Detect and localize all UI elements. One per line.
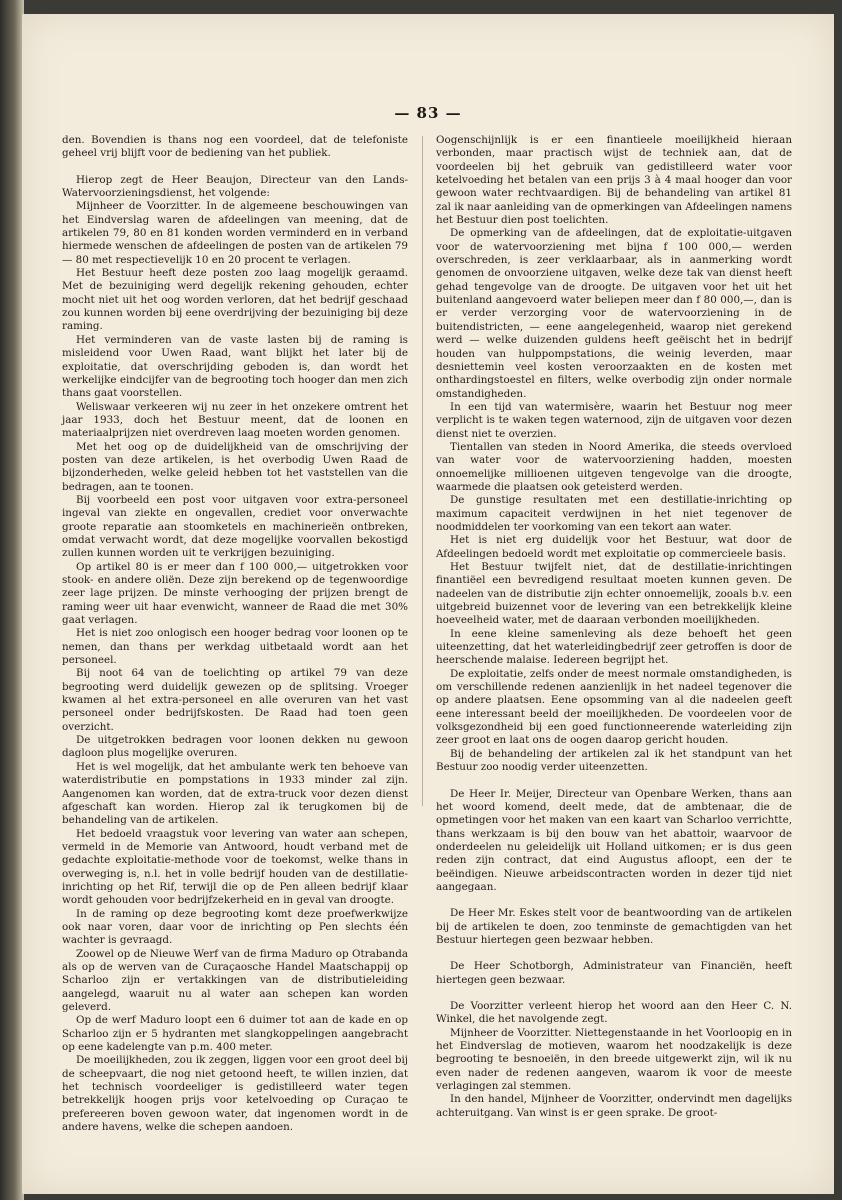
paragraph: De moeilijkheden, zou ik zeggen, liggen voor een groot deel bij de scheepvaart, die nog niet getoond heeft, te willen inzien, dat het technisch voordeeliger is gedistilleerd water tegen betrekkelijk hoogen prijs voor ketelvoeding op Curaçao te prefereeren boven gewoon water, dat ingenomen wordt in de andere havens, welke die schepen aandoen. — [62, 1054, 408, 1134]
paragraph: Op de werf Maduro loopt een 6 duimer tot aan de kade en op Scharloo zijn er 5 hydranten met slangkoppelingen aangebracht op eene kadelengte van p.m. 400 meter. — [62, 1014, 408, 1054]
paragraph: De exploitatie, zelfs onder de meest normale omstandigheden, is om verschillende redenen aanzienlijk in het nadeel tegenover die op andere plaatsen. Eene opsomming van al die nadeelen geeft eene interessant beeld der moeilijkheden. De voordeelen voor de volksgezondheid bij een goed functionneerende waterleiding zijn zeer groot en laat ons de oogen daarop gericht houden. — [436, 667, 792, 747]
paragraph: De gunstige resultaten met een destillatie-inrichting op maximum capaciteit verdwijnen in het niet tegenover de noodmiddelen ter voorkoming van een tekort aan water. — [436, 494, 792, 533]
paragraph: Oogenschijnlijk is er een finantieele moeilijkheid hieraan verbonden, maar practisch wijst de techniek aan, dat de voordeelen bij het gebruik van gedistilleerd water voor ketelvoeding het betalen van een prijs 3 à 4 maal hooger dan voor gewoon water rechtvaardigen. Bij de behandeling van artikel 81 zal ik naar aanleiding van de opmerkingen van Afdeelingen namens het Bestuur dien post toelichten. — [436, 134, 792, 227]
paragraph: Zoowel op de Nieuwe Werf van de firma Maduro op Otrabanda als op de werven van de Curaçaosche Handel Maatschappij op Scharloo zijn er vertakkingen van de distributieleiding aangelegd, waaruit nu al water aan schepen kan worden geleverd. — [62, 947, 408, 1013]
paragraph: Het Bestuur heeft deze posten zoo laag mogelijk geraamd. Met de bezuiniging werd degelijk rekening gehouden, echter mocht niet uit het oog worden verloren, dat het bedrijf geschaad zou kunnen worden bij eene overdrijving der bezuiniging bij deze raming. — [62, 267, 408, 333]
paragraph: In den handel, Mijnheer de Voorzitter, ondervindt men dagelijks achteruitgang. Van winst is er geen sprake. De groot- — [436, 1093, 792, 1119]
paragraph: Het is niet erg duidelijk voor het Bestuur, wat door de Afdeelingen bedoeld wordt met exploitatie op commercieele basis. — [436, 534, 792, 560]
paragraph: Het is wel mogelijk, dat het ambulante werk ten behoeve van waterdistributie en pompstations in 1933 minder zal zijn. Aangenomen kan worden, dat de extra-truck voor dezen dienst afgeschaft kan worden. Hierop zal ik terugkomen bij de behandeling van de artikelen. — [62, 760, 408, 827]
paragraph: Het bedoeld vraagstuk voor levering van water aan schepen, vermeld in de Memorie van Antwoord, houdt verband met de gedachte exploitatie-methode voor de toekomst, welke thans in overweging is, n.l. het in volle bedrijf houden van de destillatie-inrichting op het Rif, terwijl die op de Pen alleen bedrijf klaar wordt gehouden voor bedrijfzekerheid en in geval van droogte. — [62, 827, 408, 907]
left-column — [62, 134, 408, 1134]
right-column — [436, 134, 792, 1120]
column-divider — [422, 136, 423, 806]
paragraph: De opmerking van de afdeelingen, dat de exploitatie-uitgaven voor de watervoorziening met bijna f 100 000,— werden overschreden, is zeer verklaarbaar, als in aanmerking wordt genomen de onvoorziene uitgaven, welke deze tak van dienst heeft gehad tengevolge van de droogte. De uitgaven voor het uit het buitenland aangevoerd water beliepen meer dan f 80 000,—, dan is er verder verzorging voor de watervoorziening in de buitendistricten, — eene aangelegenheid, waarop niet gerekend werd — welke duizenden guldens heeft geëischt het in bedrijf houden van hulppompstations, die weinig leverden, maar desniettemin veel kosten veroorzaakten en de kosten met onthardingstoestel en filters, welke overbodig zijn onder normale omstandigheden. — [436, 227, 792, 400]
paragraph: Met het oog op de duidelijkheid van de omschrijving der posten van deze artikelen, is het overbodig Uwen Raad de bijzonderheden, welke geleid hebben tot het vaststellen van die bedragen, aan te toonen. — [62, 440, 408, 493]
paragraph: Bij de behandeling der artikelen zal ik het standpunt van het Bestuur zoo noodig verder uiteenzetten. — [436, 747, 792, 774]
paragraph: De Heer Ir. Meijer, Directeur van Openbare Werken, thans aan het woord komend, deelt mede, dat de ambtenaar, die de opmetingen voor het maken van een kaart van Scharloo verrichtte, thans werkzaam is bij den bouw van het abattoir, waarvoor de onderdeelen nu geleidelijk uit Holland uitkomen; er is dus geen reden zijn contract, dat eind Augustus afloopt, een der te beëindigen. Nieuwe arbeidscontracten worden in dezer tijd niet aangegaan. — [436, 787, 792, 893]
paragraph: Bij noot 64 van de toelichting op artikel 79 van deze begrooting werd duidelijk gewezen op de splitsing. Vroeger kwamen al het extra-personeel en alle overuren van het vast personeel onder bedrijfskosten. De Raad had toen geen overzicht. — [62, 667, 408, 733]
paragraph: In een tijd van watermisère, waarin het Bestuur nog meer verplicht is te waken tegen waternood, zijn de uitgaven voor dezen dienst niet te overzien. — [436, 400, 792, 440]
paragraph: Bij voorbeeld een post voor uitgaven voor extra-personeel ingeval van ziekte en ongevallen, crediet voor onverwachte groote reparatie aan stoomketels en machinerieën ontbreken, omdat verwacht wordt, dat deze mogelijke voorvallen bekostigd zullen kunnen worden uit te verkrijgen bezuiniging. — [62, 493, 408, 560]
paragraph: Hierop zegt de Heer Beaujon, Directeur van den Lands-Watervoorzieningsdienst, het volgende: — [62, 173, 408, 200]
paragraph: Op artikel 80 is er meer dan f 100 000,— uitgetrokken voor stook- en andere oliën. Deze zijn berekend op de tegenwoordige zeer lage prijzen. De minste verhooging der prijzen brengt de raming weer uit haar evenwicht, wanneer de Raad die met 30% gaat verlagen. — [62, 560, 408, 627]
paragraph: Het verminderen van de vaste lasten bij de raming is misleidend voor Uwen Raad, want blijkt het later bij de exploitatie, dat overschrijding geboden is, dan wordt het werkelijke eindcijfer van de begrooting toch hooger dan men zich thans gaat voorstellen. — [62, 333, 408, 400]
paragraph: Mijnheer de Voorzitter. In de algemeene beschouwingen van het Eindverslag waren de afdeelingen van meening, dat de artikelen 79, 80 en 81 konden worden verminderd en in verband hiermede wenschen de afdeelingen de posten van de artikelen 79 — 80 met respectievelijk 10 en 20 procent te verlagen. — [62, 200, 408, 266]
paragraph: Tientallen van steden in Noord Amerika, die steeds overvloed van water voor de watervoorziening hadden, moesten onnoemelijke millioenen uitgeven tengevolge van die droogte, waarmede die plaatsen ook geteisterd werden. — [436, 440, 792, 493]
paragraph: De Heer Mr. Eskes stelt voor de beantwoording van de artikelen bij de artikelen te doen, zoo tenminste de gemachtigden van het Bestuur hiertegen geen bezwaar hebben. — [436, 907, 792, 946]
paragraph: De Voorzitter verleent hierop het woord aan den Heer C. N. Winkel, die het navolgende zegt. — [436, 999, 792, 1026]
paragraph: Het Bestuur twijfelt niet, dat de destillatie-inrichtingen finantiëel een bevredigend resultaat moeten kunnen geven. De nadeelen van de distributie zijn echter onnoemelijk, zooals b.v. een uitgebreid buizennet voor de levering van een betrekkelijk kleine hoeveelheid water, met de daaraan verbonden moeilijkheden. — [436, 561, 792, 627]
paragraph: In de raming op deze begrooting komt deze proefwerkwijze ook naar voren, daar voor de inrichting op Pen slechts één wachter is gevraagd. — [62, 907, 408, 947]
paragraph: Weliswaar verkeeren wij nu zeer in het onzekere omtrent het jaar 1933, doch het Bestuur meent, dat de loonen en materiaalprijzen niet overdreven laag moeten worden genomen. — [62, 400, 408, 440]
paragraph: Mijnheer de Voorzitter. Niettegenstaande in het Voorloopig en in het Eindverslag de motieven, waarom het noodzakelijk is deze begrooting te besnoeiën, in den breede uitgewerkt zijn, wil ik nu even nader de redenen aangeven, waarom ik voor de meeste verlagingen zal stemmen. — [436, 1026, 792, 1093]
paragraph: den. Bovendien is thans nog een voordeel, dat de telefoniste geheel vrij blijft voor de bediening van het publiek. — [62, 134, 408, 160]
page-number: — 83 — — [394, 104, 462, 122]
scan-edge — [0, 0, 24, 1200]
paragraph: De uitgetrokken bedragen voor loonen dekken nu gewoon dagloon plus mogelijke overuren. — [62, 734, 408, 760]
document-page — [22, 14, 834, 1194]
paragraph: Het is niet zoo onlogisch een hooger bedrag voor loonen op te nemen, dan thans per werkdag uitbetaald wordt aan het personeel. — [62, 627, 408, 667]
paragraph: De Heer Schotborgh, Administrateur van Financiën, heeft hiertegen geen bezwaar. — [436, 960, 792, 986]
paragraph: In eene kleine samenleving als deze behoeft het geen uiteenzetting, dat het waterleidingbedrijf zeer getroffen is door de heerschende malaise. Iedereen begrijpt het. — [436, 627, 792, 667]
